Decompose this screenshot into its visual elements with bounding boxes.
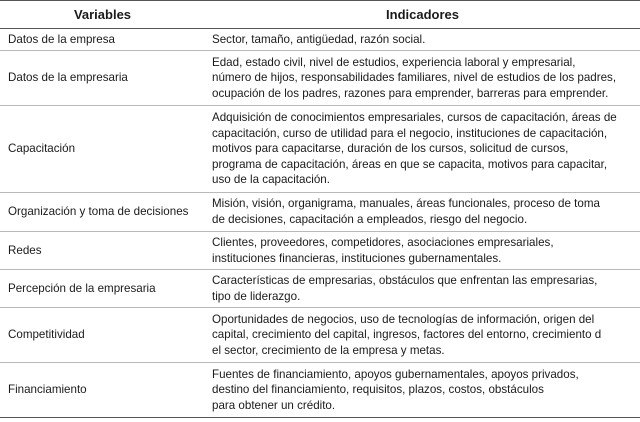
- indicator-line: motivos para capacitarse, duración de los cursos, solicitud de cursos,: [212, 142, 569, 156]
- header-indicadores: Indicadores: [205, 1, 640, 29]
- variable-cell: Competitividad: [0, 308, 205, 363]
- table-row: [0, 232, 640, 270]
- table-row: [0, 29, 640, 51]
- indicator-cell: [205, 106, 640, 193]
- indicator-line: Fuentes de financiamiento, apoyos gubernamentales, apoyos privados,: [212, 367, 579, 381]
- table-row: [0, 106, 640, 193]
- variable-cell: Datos de la empresa: [0, 29, 205, 51]
- variable-cell: Percepción de la empresaria: [0, 270, 205, 308]
- indicator-line: ocupación de los padres, razones para emprender, barreras para emprender.: [212, 86, 609, 100]
- table-row: [0, 270, 640, 308]
- indicator-line: tipo de liderazgo.: [212, 289, 301, 303]
- indicator-line: capital, crecimiento del capital, ingresos, factores del entorno, crecimiento d: [212, 328, 602, 342]
- indicator-line: Oportunidades de negocios, uso de tecnologías de información, origen del: [212, 312, 595, 326]
- indicator-line: Características de empresarias, obstáculos que enfrentan las empresarias,: [212, 273, 598, 287]
- indicator-line: número de hijos, responsabilidades familiares, nivel de estudios de los padres,: [212, 71, 617, 85]
- indicator-cell: [205, 193, 640, 232]
- variable-cell: Organización y toma de decisiones: [0, 193, 205, 232]
- indicator-line: programa de capacitación, áreas en que se capacita, motivos para capacitar,: [212, 157, 608, 171]
- indicator-line: capacitación, curso de utilidad para el negocio, instituciones de capacitación,: [212, 126, 608, 140]
- variable-cell: Financiamiento: [0, 363, 205, 418]
- indicator-cell: [205, 51, 640, 106]
- table-row: [0, 51, 640, 106]
- indicator-line: para obtener un crédito.: [212, 398, 336, 412]
- table-row: [0, 193, 640, 232]
- indicator-cell: [205, 308, 640, 363]
- variable-cell: Capacitación: [0, 106, 205, 193]
- indicator-line: destino del financiamiento, requisitos, plazos, costos, obstáculos: [212, 383, 544, 397]
- indicator-line: Edad, estado civil, nivel de estudios, experiencia laboral y empresarial,: [212, 55, 576, 69]
- indicator-line: Clientes, proveedores, competidores, asociaciones empresariales,: [212, 235, 554, 249]
- indicator-line: uso de la capacitación.: [212, 173, 330, 187]
- indicator-cell: [205, 270, 640, 308]
- indicator-line: Adquisición de conocimientos empresariales, cursos de capacitación, áreas de: [212, 111, 617, 125]
- indicator-line: instituciones financieras, instituciones gubernamentales.: [212, 251, 502, 265]
- variable-cell: Redes: [0, 232, 205, 270]
- table-header-row: [0, 1, 640, 29]
- indicator-cell: [205, 363, 640, 418]
- table-row: [0, 308, 640, 363]
- table-row: [0, 363, 640, 418]
- indicator-line: el sector, crecimiento de la empresa y metas.: [212, 343, 445, 357]
- header-variables: Variables: [0, 1, 205, 29]
- indicator-line: Misión, visión, organigrama, manuales, áreas funcionales, proceso de toma: [212, 197, 600, 211]
- variable-cell: Datos de la empresaria: [0, 51, 205, 106]
- indicator-line: de decisiones, capacitación a empleados, riesgo del negocio.: [212, 213, 528, 226]
- indicator-cell: [205, 232, 640, 270]
- indicator-cell: [205, 29, 640, 51]
- indicator-line: Sector, tamaño, antigüedad, razón social.: [212, 32, 426, 46]
